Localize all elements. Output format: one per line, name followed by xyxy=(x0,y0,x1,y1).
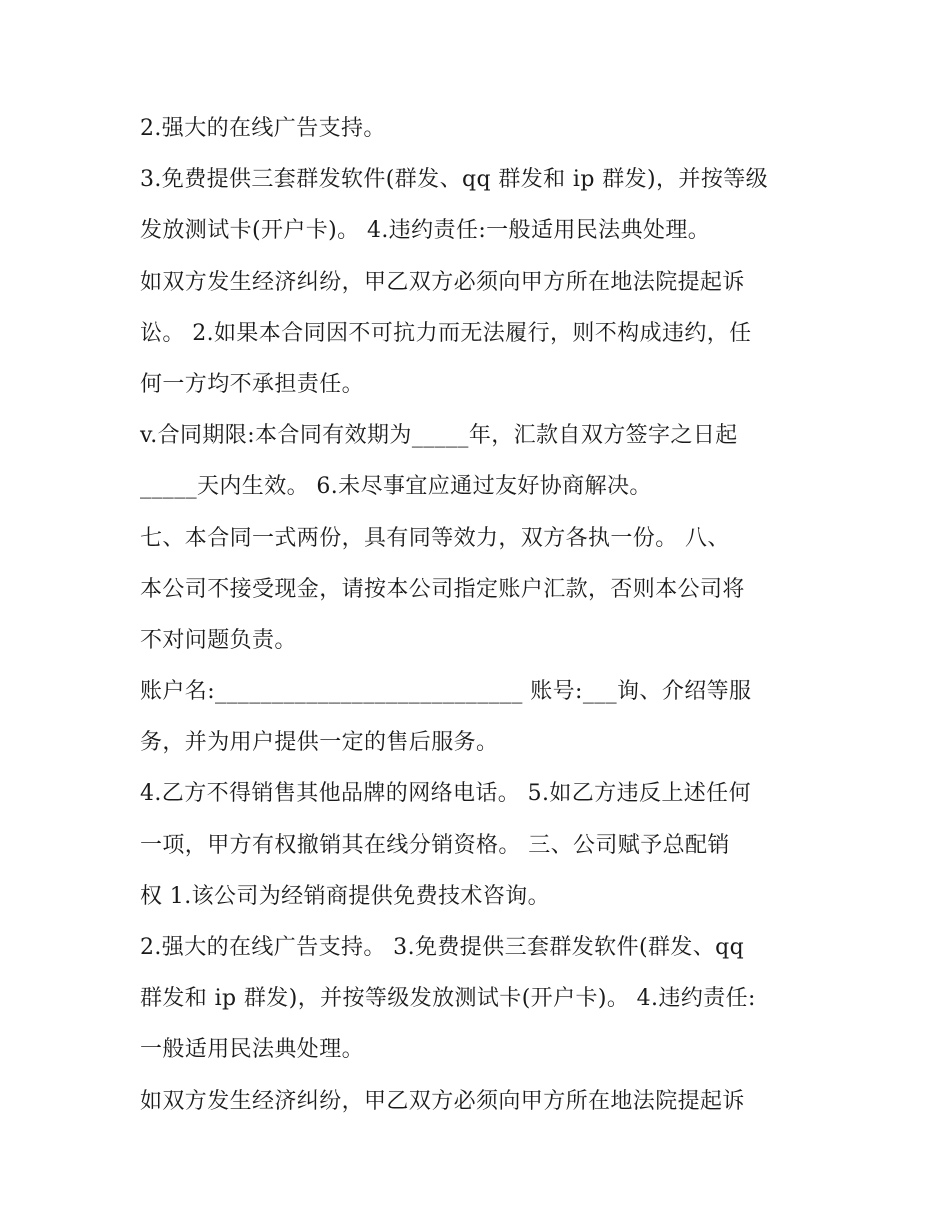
text-line: 发放测试卡(开户卡)。 4.违约责任:一般适用民法典处理。 xyxy=(140,218,711,244)
text-line: 如双方发生经济纠纷，甲乙双方必须向甲方所在地法院提起诉 xyxy=(140,1088,745,1114)
text-line: 群发和 ip 群发)，并按等级发放测试卡(开户卡)。 4.违约责任: xyxy=(140,986,756,1012)
text-line: 讼。 2.如果本合同因不可抗力而无法履行，则不构成违约，任 xyxy=(140,320,752,346)
text-line: 本公司不接受现金，请按本公司指定账户汇款，否则本公司将 xyxy=(140,576,745,602)
document-body xyxy=(140,103,820,1127)
text-line: 一般适用民法典处理。 xyxy=(140,1037,365,1063)
text-line: 何一方均不承担责任。 xyxy=(140,371,365,397)
text-line: 账户名:___________________________ 账号:___询、介绍等服 xyxy=(140,679,752,705)
text-line: _____天内生效。 6.未尽事宜应通过友好协商解决。 xyxy=(140,474,652,500)
text-line: v.合同期限:本合同有效期为_____年，汇款自双方签字之日起 xyxy=(140,423,738,449)
text-line: 4.乙方不得销售其他品牌的网络电话。 5.如乙方违反上述任何 xyxy=(140,781,751,807)
text-line: 3.免费提供三套群发软件(群发、qq 群发和 ip 群发)，并按等级 xyxy=(140,167,769,193)
text-line: 七、本合同一式两份，具有同等效力，双方各执一份。 八、 xyxy=(140,525,730,551)
text-line: 不对问题负责。 xyxy=(140,627,297,653)
text-line: 2.强大的在线广告支持。 xyxy=(140,116,386,141)
text-line: 如双方发生经济纠纷，甲乙双方必须向甲方所在地法院提起诉 xyxy=(140,269,745,295)
text-line: 一项，甲方有权撤销其在线分销资格。 三、公司赋予总配销 xyxy=(140,832,730,858)
text-line: 务，并为用户提供一定的售后服务。 xyxy=(140,730,499,756)
text-line: 2.强大的在线广告支持。 3.免费提供三套群发软件(群发、qq xyxy=(140,935,745,960)
text-line: 权 1.该公司为经销商提供免费技术咨询。 xyxy=(140,883,550,909)
